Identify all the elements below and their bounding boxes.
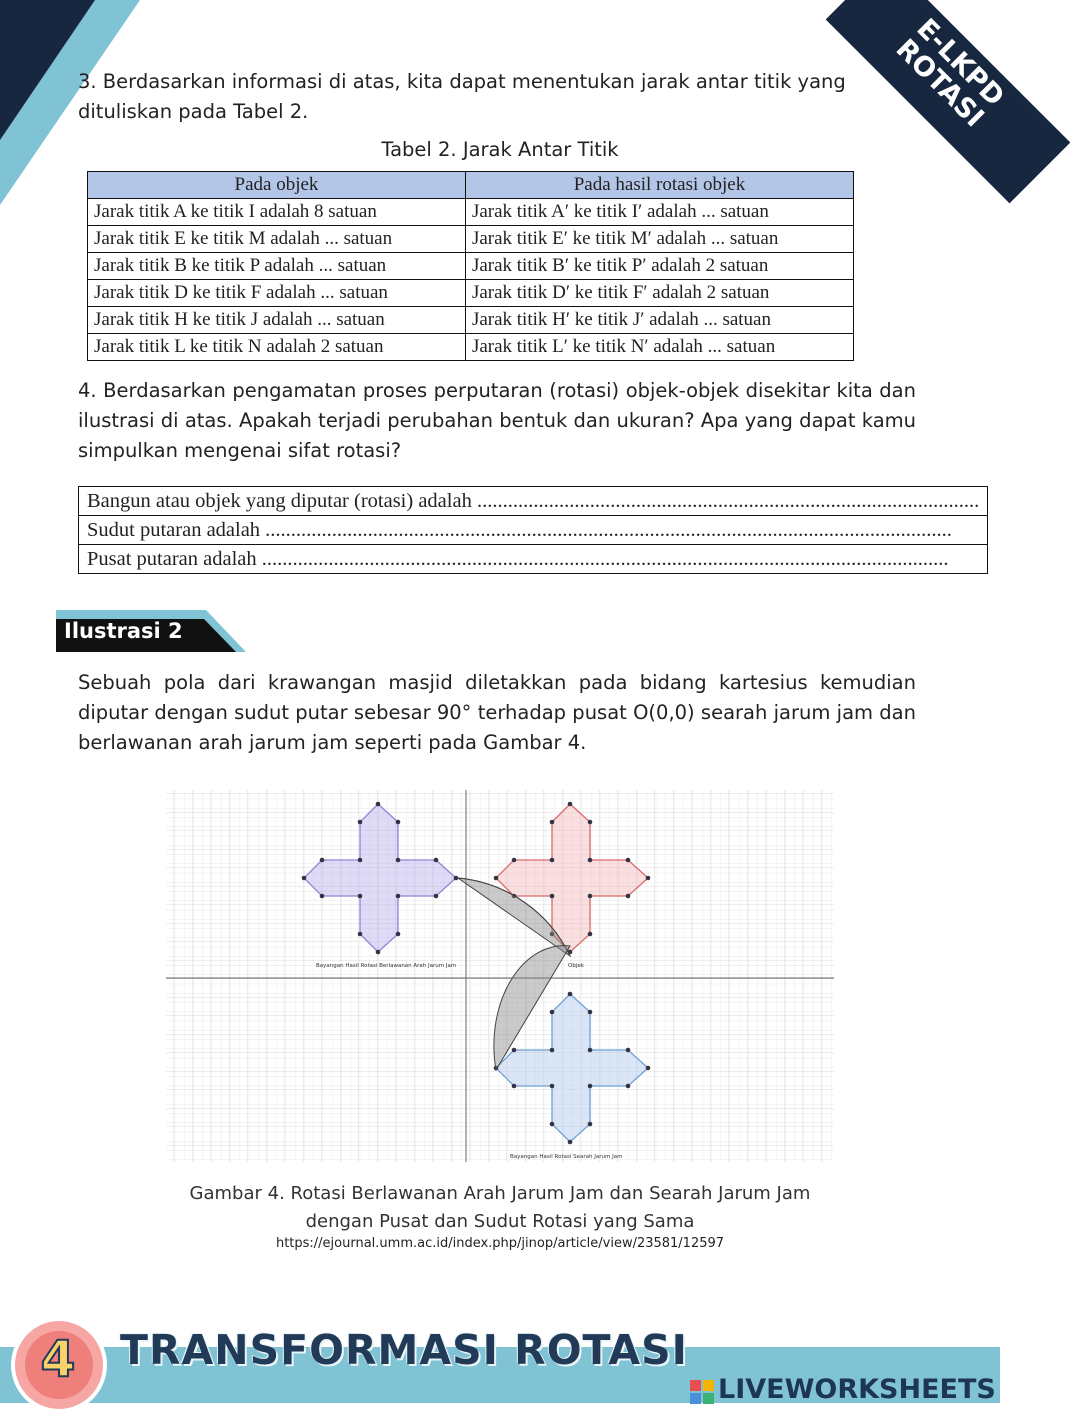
- figure-caption-line-1: Gambar 4. Rotasi Berlawanan Arah Jarum Jam dan Searah Jarum Jam: [189, 1183, 811, 1204]
- table-row: [88, 307, 854, 334]
- table-row: [88, 253, 854, 280]
- corner-ribbon-label: E-LKPD ROTASI: [889, 12, 1011, 134]
- answer-row-angle[interactable]: Sudut putaran adalah ......................................................................................................................................: [79, 516, 988, 545]
- figure-caption-line-2: dengan Pusat dan Sudut Rotasi yang Sama: [305, 1211, 695, 1232]
- rotation-figure: [166, 790, 834, 1162]
- table-row: [88, 334, 854, 361]
- table-row: [88, 226, 854, 253]
- table-cell: Jarak titik B ke titik P adalah ... satuan: [88, 253, 466, 280]
- figure-label-ccw: Bayangan Hasil Rotasi Berlawanan Arah Jarum Jam: [316, 963, 457, 969]
- table-header-object: Pada objek: [88, 172, 466, 199]
- table-cell: Jarak titik L ke titik N adalah 2 satuan: [88, 334, 466, 361]
- table-cell: Jarak titik E ke titik M adalah ... satuan: [88, 226, 466, 253]
- illustration-text: Sebuah pola dari krawangan masjid diletakkan pada bidang kartesius kemudian diputar dengan sudut putar sebesar 90° terhadap pusat O(0,0) searah jarum jam dan berlawanan arah jarum jam seperti pada Gambar 4.: [78, 671, 916, 754]
- distance-table: [87, 171, 854, 361]
- answer-table: [78, 486, 988, 574]
- table-row: [88, 199, 854, 226]
- table-cell: Jarak titik H′ ke titik J′ adalah ... satuan: [465, 307, 853, 334]
- footer-brand[interactable]: LIVEWORKSHEETS: [718, 1374, 996, 1405]
- table-header-rotation: Pada hasil rotasi objek: [465, 172, 853, 199]
- table-cell: Jarak titik B′ ke titik P′ adalah 2 satuan: [465, 253, 853, 280]
- table-cell: Jarak titik A ke titik I adalah 8 satuan: [88, 199, 466, 226]
- chapter-number: 4: [40, 1330, 76, 1388]
- question-4-text: 4. Berdasarkan pengamatan proses perputaran (rotasi) objek-objek disekitar kita dan ilustrasi di atas. Apakah terjadi perubahan bentuk dan ukuran? Apa yang dapat kamu simpulkan mengenai sifat rotasi?: [78, 379, 916, 462]
- question-3-text: 3. Berdasarkan informasi di atas, kita dapat menentukan jarak antar titik yang dituliskan pada Tabel 2.: [78, 70, 846, 123]
- table-row: [88, 280, 854, 307]
- table-cell: Jarak titik A′ ke titik I′ adalah ... satuan: [465, 199, 853, 226]
- figure-label-object: Objek: [568, 963, 584, 969]
- footer-title: TRANSFORMASI ROTASI: [120, 1326, 688, 1374]
- table-cell: Jarak titik E′ ke titik M′ adalah ... satuan: [465, 226, 853, 253]
- table-cell: Jarak titik H ke titik J adalah ... satuan: [88, 307, 466, 334]
- section-title: Ilustrasi 2: [64, 619, 183, 643]
- table-cell: Jarak titik L′ ke titik N′ adalah ... satuan: [465, 334, 853, 361]
- answer-row-center[interactable]: Pusat putaran adalah ......................................................................................................................................: [79, 545, 988, 574]
- figure-label-cw: Bayangan Hasil Rotasi Searah Jarum Jam: [510, 1154, 623, 1160]
- liveworksheets-logo-icon: [690, 1380, 714, 1404]
- figure-caption: [0, 1180, 1000, 1236]
- table-cell: Jarak titik D′ ke titik F′ adalah 2 satuan: [465, 280, 853, 307]
- answer-row-object[interactable]: Bangun atau objek yang diputar (rotasi) adalah ..................................................................................................: [79, 487, 988, 516]
- table-2-caption: Tabel 2. Jarak Antar Titik: [381, 138, 619, 161]
- figure-source-link[interactable]: https://ejournal.umm.ac.id/index.php/jinop/article/view/23581/12597: [275, 1236, 725, 1251]
- table-cell: Jarak titik D ke titik F adalah ... satuan: [88, 280, 466, 307]
